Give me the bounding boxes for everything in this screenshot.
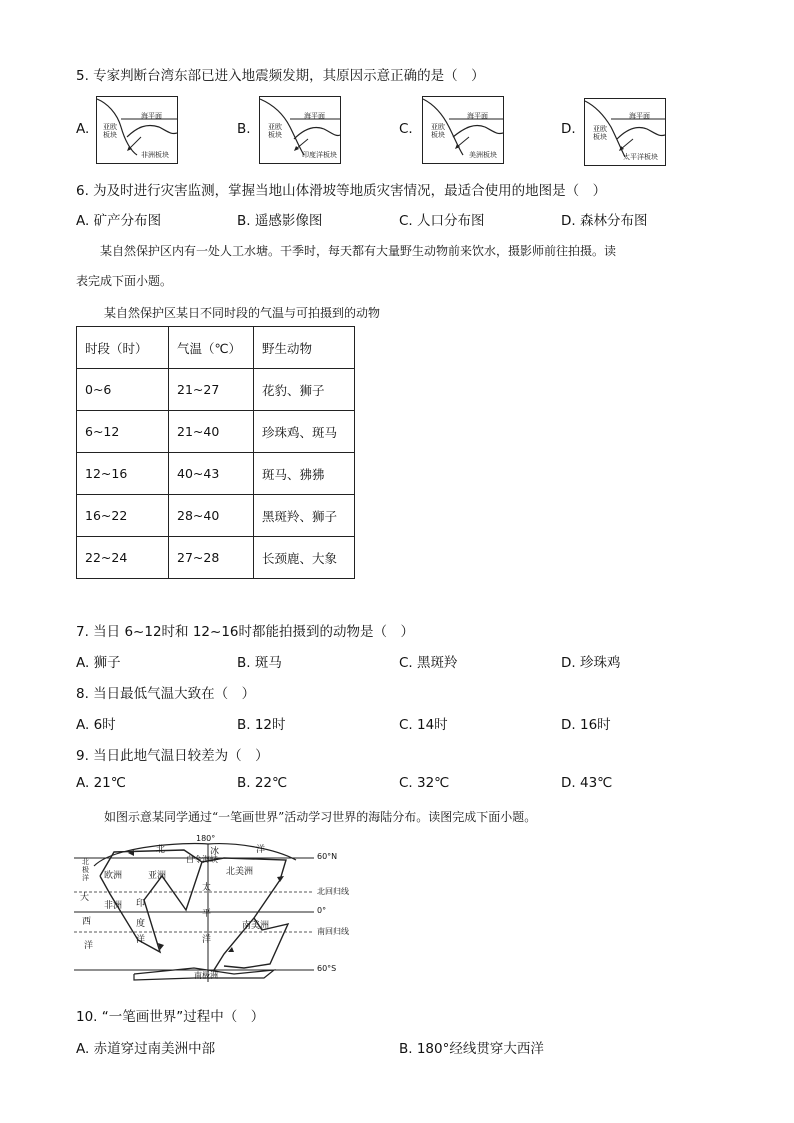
q6-option-c: C. 人口分布图 xyxy=(399,213,485,229)
q5-option-b-letter: B. xyxy=(237,121,251,137)
q5-option-d-letter: D. xyxy=(561,121,576,137)
map-label-yang2: 洋 xyxy=(84,941,94,951)
q10-option-a: A. 赤道穿过南美洲中部 xyxy=(76,1041,216,1057)
map-label-south-america: 南美洲 xyxy=(242,921,270,931)
tropic-north-label: 北回归线 xyxy=(317,887,349,896)
q5-option-b-figure xyxy=(259,96,341,164)
q5-c-plate-b: 美洲板块 xyxy=(469,151,497,159)
table-row xyxy=(77,495,355,537)
table-cell: 0~6 xyxy=(77,369,169,411)
table-row xyxy=(77,411,355,453)
q5-c-sea-label: 海平面 xyxy=(467,112,488,120)
lat-60n-label: 60°N xyxy=(317,852,338,861)
q5-option-a-letter: A. xyxy=(76,121,90,137)
q5-a-sea-label: 海平面 xyxy=(141,112,162,120)
map-label-north-america: 北美洲 xyxy=(226,867,254,877)
map-label-yang3: 洋 xyxy=(136,935,146,945)
table-cell: 40~43 xyxy=(169,453,254,495)
table-cell: 6~12 xyxy=(77,411,169,453)
table-cell: 珍珠鸡、斑马 xyxy=(254,411,355,453)
q6-option-b: B. 遥感影像图 xyxy=(237,213,323,229)
table-cell: 28~40 xyxy=(169,495,254,537)
q5-a-plate-b: 非洲板块 xyxy=(141,151,169,159)
q6-option-a: A. 矿产分布图 xyxy=(76,213,162,229)
q9-option-a: A. 21℃ xyxy=(76,775,126,791)
table-cell: 16~22 xyxy=(77,495,169,537)
q9-option-c: C. 32℃ xyxy=(399,775,450,791)
table-row xyxy=(77,537,355,579)
map-label-ping: 平 xyxy=(202,909,212,919)
map-label-north: 北 xyxy=(156,845,166,855)
header-cell: 气温（℃） xyxy=(169,327,254,369)
q5-b-plate-a: 亚欧板块 xyxy=(268,123,282,139)
q9-option-d: D. 43℃ xyxy=(561,775,613,791)
q6-option-d: D. 森林分布图 xyxy=(561,213,648,229)
table-cell: 花豹、狮子 xyxy=(254,369,355,411)
q7-stem: 7. 当日 6~12时和 12~16时都能拍摄到的动物是（ ） xyxy=(76,624,415,640)
q5-a-plate-a: 亚欧板块 xyxy=(103,123,117,139)
table-row xyxy=(77,369,355,411)
table-cell: 22~24 xyxy=(77,537,169,579)
q6-stem: 6. 为及时进行灾害监测，掌握当地山体滑坡等地质灾害情况，最适合使用的地图是（ ） xyxy=(76,183,607,199)
q8-option-c: C. 14时 xyxy=(399,717,448,733)
q5-c-plate-a: 亚欧板块 xyxy=(431,123,445,139)
map-label-yang1: 洋 xyxy=(256,845,266,855)
table-cell: 斑马、狒狒 xyxy=(254,453,355,495)
data-table xyxy=(76,326,355,579)
header-cell: 时段（时） xyxy=(77,327,169,369)
q7-option-c: C. 黑斑羚 xyxy=(399,655,458,671)
q10-option-b: B. 180°经线贯穿大西洋 xyxy=(399,1041,544,1057)
q8-option-b: B. 12时 xyxy=(237,717,286,733)
q5-d-plate-a: 亚欧板块 xyxy=(593,125,607,141)
q8-stem: 8. 当日最低气温大致在（ ） xyxy=(76,686,256,702)
table-cell: 21~27 xyxy=(169,369,254,411)
q7-option-a: A. 狮子 xyxy=(76,655,121,671)
table-row xyxy=(77,453,355,495)
map-label-yang4: 洋 xyxy=(202,935,212,945)
table-caption: 某自然保护区某日不同时段的气温与可拍摄到的动物 xyxy=(104,306,381,320)
table-cell: 长颈鹿、大象 xyxy=(254,537,355,579)
one-stroke-world-map xyxy=(74,836,384,986)
q8-option-a: A. 6时 xyxy=(76,717,116,733)
q7-option-b: B. 斑马 xyxy=(237,655,282,671)
passage-2: 如图示意某同学通过“一笔画世界”活动学习世界的海陆分布。读图完成下面小题。 xyxy=(104,810,537,824)
passage-line-2: 表完成下面小题。 xyxy=(76,274,173,288)
q5-stem: 5. 专家判断台湾东部已进入地震频发期，其原因示意正确的是（ ） xyxy=(76,68,485,84)
q5-d-sea-label: 海平面 xyxy=(629,112,650,120)
map-label-beiji: 北极洋 xyxy=(82,858,89,882)
q10-stem: 10. “一笔画世界”过程中（ ） xyxy=(76,1009,265,1025)
q5-b-sea-label: 海平面 xyxy=(304,112,325,120)
q5-option-c-letter: C. xyxy=(399,121,413,137)
q5-option-c-figure xyxy=(422,96,504,164)
table-cell: 21~40 xyxy=(169,411,254,453)
table-header-row xyxy=(77,327,355,369)
map-label-asia: 亚洲 xyxy=(148,871,167,881)
equator-label: 0° xyxy=(317,906,327,915)
passage-line-1: 某自然保护区内有一处人工水塘。干季时，每天都有大量野生动物前来饮水，摄影师前往拍摄。读 xyxy=(100,244,617,258)
map-label-bering: 白令海峡 xyxy=(186,855,218,864)
q5-b-plate-b: 印度洋板块 xyxy=(302,151,337,159)
q5-option-d-figure xyxy=(584,98,666,166)
q9-option-b: B. 22℃ xyxy=(237,775,288,791)
header-cell: 野生动物 xyxy=(254,327,355,369)
map-label-bing: 冰 xyxy=(210,847,220,857)
map-label-africa: 非洲 xyxy=(104,901,123,911)
q9-stem: 9. 当日此地气温日较差为（ ） xyxy=(76,748,269,764)
map-label-europe: 欧洲 xyxy=(104,871,123,881)
table-cell: 12~16 xyxy=(77,453,169,495)
q5-option-a-figure xyxy=(96,96,178,164)
map-label-antarctica: 南极洲 xyxy=(194,971,218,980)
map-label-da: 大 xyxy=(80,893,90,903)
map-label-tai: 太 xyxy=(202,883,212,893)
lat-60s-label: 60°S xyxy=(317,964,337,973)
q8-option-d: D. 16时 xyxy=(561,717,611,733)
map-label-xi: 西 xyxy=(82,917,92,927)
table-cell: 27~28 xyxy=(169,537,254,579)
q7-option-d: D. 珍珠鸡 xyxy=(561,655,621,671)
tropic-south-label: 南回归线 xyxy=(317,927,349,936)
table-cell: 黑斑羚、狮子 xyxy=(254,495,355,537)
q5-d-plate-b: 太平洋板块 xyxy=(623,153,658,161)
map-label-yin: 印 xyxy=(136,899,146,909)
lon-180-label: 180° xyxy=(196,834,216,843)
map-label-du: 度 xyxy=(136,919,146,929)
